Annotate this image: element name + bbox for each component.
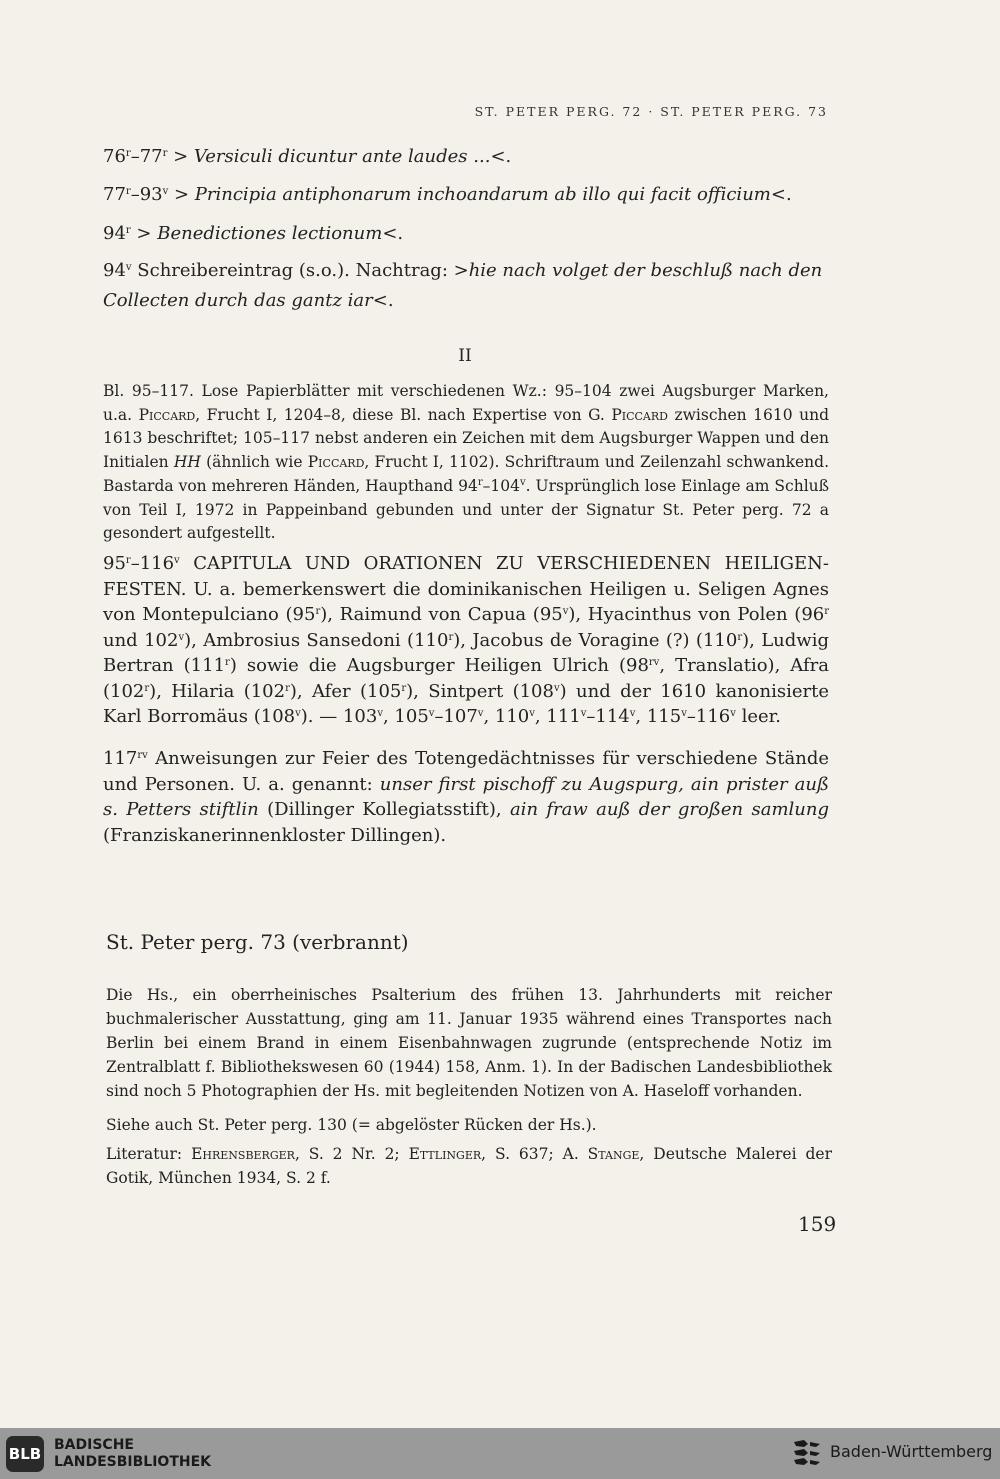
see-also: Siehe auch St. Peter perg. 130 (= abgelöster Rücken der Hs.). — [106, 1116, 597, 1134]
page-number: 159 — [798, 1212, 837, 1236]
running-head: ST. PETER PERG. 72 · ST. PETER PERG. 73 — [474, 104, 828, 119]
literatur: Literatur: Ehrensberger, S. 2 Nr. 2; Ettlinger, S. 637; A. Stange, Deutsche Malerei der Gotik, München 1934, S. 2 f. — [106, 1145, 832, 1187]
description-part-ii: Bl. 95–117. Lose Papierblätter mit verschiedenen Wz.: 95–104 zwei Augsburger Marken, u.a. Piccard, Frucht I, 1204–8, diese Bl. nach Expertise von G. Piccard zwischen 1610 und 1613 beschriftet; 105–117 nebst anderen ein Zeichen mit dem Augsburger Wappen und den Initialen HH (ähnlich wie Piccard, Frucht I, 1102). Schriftraum und Zeilenzahl schwankend. Bastarda von mehreren Händen, Haupthand 94$^r$–104$^v$. Ursprünglich lose Einlage am Schluß von Teil I, 1972 in Pappeinband gebunden und unter der Signatur St. Peter perg. 72 a gesondert aufgestellt. — [103, 382, 830, 543]
bw-name[interactable]: Baden-Württemberg — [830, 1442, 993, 1461]
footer-bar — [0, 1428, 1000, 1479]
blb-logo[interactable]: BLB — [6, 1436, 44, 1472]
entry-94r: $94^r$ > Benedictiones lectionum<. — [103, 223, 404, 244]
entry-94v: 94$^v$ Schreibereintrag (s.o.). Nachtrag: >hie nach volget der beschluß nach den Collecten durch das gantz iar<. — [103, 260, 823, 311]
blb-name[interactable] — [54, 1437, 211, 1471]
section-heading-73: St. Peter perg. 73 (verbrannt) — [106, 930, 409, 954]
entry-76r: $76^r-77^r$ > Versiculi dicuntur ante laudes ...<. — [103, 146, 512, 167]
blb-name-line1: BADISCHE — [54, 1437, 134, 1453]
entry-117rv: $117^{rv}$ Anweisungen zur Feier des Totengedächtnisses für verschiedene Stände und Personen. U. a. genannt: unser first pischoff zu Augspurg, ain prister auß s. Petters stiftlin (Dillinger Kollegiatsstift), ain fraw auß der großen samlung (Franziskanerinnenkloster Dillingen). — [103, 748, 829, 846]
entry-95r-116v: 95$^r$–116$^v$ CAPITULA UND ORATIONEN ZU VERSCHIEDENEN HEILIGEN-FESTEN. U. a. bemerkenswert die dominikanischen Heiligen u. Seligen Agnes von Montepulciano (95$^r$), Raimund von Capua (95$^v$), Hyacinthus von Polen (96$^r$ und 102$^v$), Ambrosius Sansedoni (110$^r$), Jacobus de Voragine (?) (110$^r$), Ludwig Bertran (111$^r$) sowie die Augsburger Heiligen Ulrich ($98^{rv}$, Translatio), Afra (102$^r$), Hilaria (102$^r$), Afer (105$^r$), Sintpert (108$^v$) und der 1610 kanonisierte Karl Borromäus (108$^v$). — 103$^v$, 105$^v$–107$^v$, 110$^v$, 111$^v$–114$^v$, 115$^v$–116$^v$ leer. — [103, 553, 829, 727]
blb-name-line2: LANDESBIBLIOTHEK — [54, 1454, 212, 1470]
bw-lions-icon — [790, 1436, 824, 1470]
section-mark-ii: II — [458, 346, 472, 366]
paragraph-73: Die Hs., ein oberrheinisches Psalterium des frühen 13. Jahrhunderts mit reicher buchmalerischer Ausstattung, ging am 11. Januar 1935 während eines Transportes nach Berlin bei einem Brand in einem Eisenbahnwagen zugrunde (entsprechende Notiz im Zentralblatt f. Bibliothekswesen 60 (1944) 158, Anm. 1). In der Badischen Landesbibliothek sind noch 5 Photographien der Hs. mit begleitenden Notizen von A. Haseloff vorhanden. — [106, 986, 832, 1100]
entry-77r: $77^r-93^v$ > Principia antiphonarum inchoandarum ab illo qui facit officium<. — [103, 184, 792, 205]
